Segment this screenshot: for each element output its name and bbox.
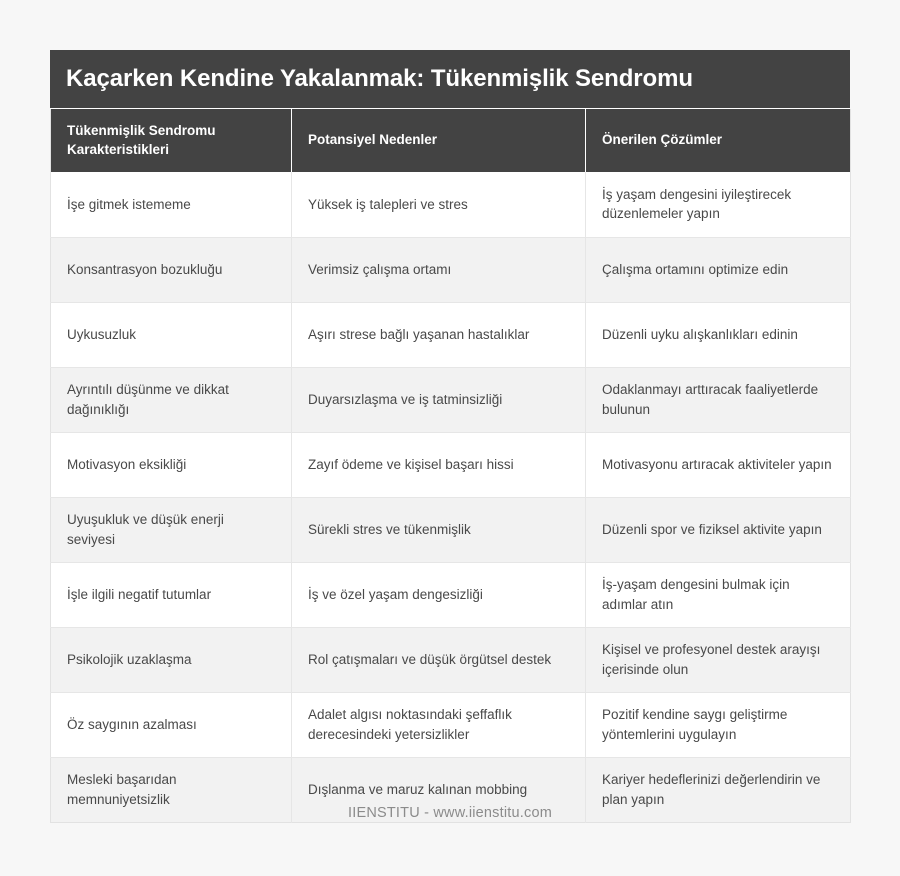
column-header-characteristics: Tükenmişlik Sendromu Karakteristikleri bbox=[51, 109, 292, 172]
cell-characteristic: İşle ilgili negatif tutumlar bbox=[51, 562, 292, 627]
cell-characteristic: Uyuşukluk ve düşük enerji seviyesi bbox=[51, 497, 292, 562]
cell-cause: Duyarsızlaşma ve iş tatminsizliği bbox=[292, 367, 586, 432]
cell-solution: İş-yaşam dengesini bulmak için adımlar atın bbox=[586, 562, 851, 627]
cell-solution: Pozitif kendine saygı geliştirme yöntemlerini uygulayın bbox=[586, 692, 851, 757]
cell-characteristic: İşe gitmek istememe bbox=[51, 172, 292, 237]
cell-cause: Zayıf ödeme ve kişisel başarı hissi bbox=[292, 432, 586, 497]
cell-characteristic: Öz saygının azalması bbox=[51, 692, 292, 757]
cell-characteristic: Uykusuzluk bbox=[51, 302, 292, 367]
table-row bbox=[51, 692, 851, 757]
table-row bbox=[51, 172, 851, 237]
cell-cause: Aşırı strese bağlı yaşanan hastalıklar bbox=[292, 302, 586, 367]
table-row bbox=[51, 237, 851, 302]
column-header-causes: Potansiyel Nedenler bbox=[292, 109, 586, 172]
cell-characteristic: Psikolojik uzaklaşma bbox=[51, 627, 292, 692]
cell-cause: Yüksek iş talepleri ve stres bbox=[292, 172, 586, 237]
cell-solution: Odaklanmayı arttıracak faaliyetlerde bulunun bbox=[586, 367, 851, 432]
cell-characteristic: Mesleki başarıdan memnuniyetsizlik bbox=[51, 757, 292, 822]
table-row bbox=[51, 432, 851, 497]
cell-solution: Motivasyonu artıracak aktiviteler yapın bbox=[586, 432, 851, 497]
cell-characteristic: Ayrıntılı düşünme ve dikkat dağınıklığı bbox=[51, 367, 292, 432]
table-row bbox=[51, 627, 851, 692]
column-header-solutions: Önerilen Çözümler bbox=[586, 109, 851, 172]
cell-cause: Sürekli stres ve tükenmişlik bbox=[292, 497, 586, 562]
cell-cause: Adalet algısı noktasındaki şeffaflık derecesindeki yetersizlikler bbox=[292, 692, 586, 757]
table-row bbox=[51, 367, 851, 432]
cell-cause: Verimsiz çalışma ortamı bbox=[292, 237, 586, 302]
cell-cause: İş ve özel yaşam dengesizliği bbox=[292, 562, 586, 627]
footer-credit: IIENSTITU - www.iienstitu.com bbox=[348, 805, 552, 821]
title-bar bbox=[50, 50, 850, 109]
table-row bbox=[51, 302, 851, 367]
table-body bbox=[51, 172, 851, 822]
cell-characteristic: Motivasyon eksikliği bbox=[51, 432, 292, 497]
cell-solution: Kariyer hedeflerinizi değerlendirin ve plan yapın bbox=[586, 757, 851, 822]
table-header bbox=[51, 109, 851, 172]
table-row bbox=[51, 562, 851, 627]
cell-solution: Düzenli spor ve fiziksel aktivite yapın bbox=[586, 497, 851, 562]
table-row bbox=[51, 497, 851, 562]
cell-solution: Çalışma ortamını optimize edin bbox=[586, 237, 851, 302]
cell-characteristic: Konsantrasyon bozukluğu bbox=[51, 237, 292, 302]
cell-solution: İş yaşam dengesini iyileştirecek düzenlemeler yapın bbox=[586, 172, 851, 237]
cell-cause: Rol çatışmaları ve düşük örgütsel destek bbox=[292, 627, 586, 692]
burnout-table bbox=[50, 109, 851, 823]
infographic-card bbox=[50, 50, 850, 823]
cell-solution: Kişisel ve profesyonel destek arayışı içerisinde olun bbox=[586, 627, 851, 692]
table-header-row bbox=[51, 109, 851, 172]
page-title: Kaçarken Kendine Yakalanmak: Tükenmişlik Sendromu bbox=[66, 65, 693, 93]
cell-solution: Düzenli uyku alışkanlıkları edinin bbox=[586, 302, 851, 367]
cell-cause: Dışlanma ve maruz kalınan mobbing bbox=[292, 757, 586, 822]
